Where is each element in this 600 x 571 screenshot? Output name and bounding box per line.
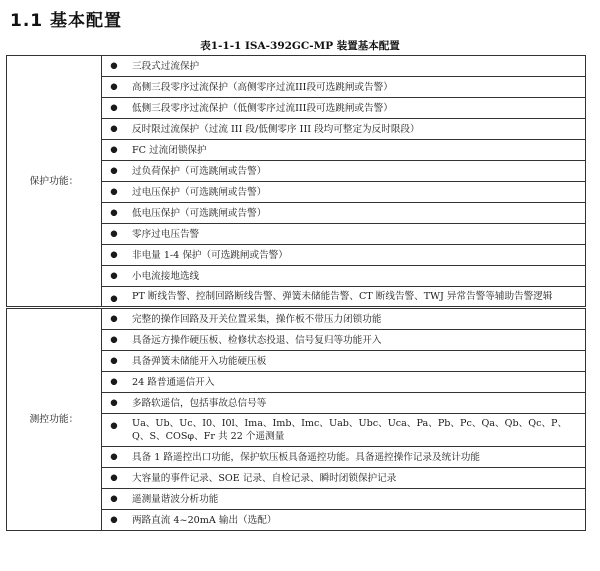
feature-item: 三段式过流保护: [126, 56, 586, 77]
feature-item: 低侧三段零序过流保护（低侧零序过流III段可选跳闸或告警）: [126, 98, 586, 119]
feature-item: 反时限过流保护（过流 III 段/低侧零序 III 段均可整定为反时限段）: [126, 119, 586, 140]
config-table: [6, 55, 586, 531]
feature-item: 零序过电压告警: [126, 224, 586, 245]
table-row: [7, 308, 586, 330]
feature-item: PT 断线告警、控制回路断线告警、弹簧未储能告警、CT 断线告警、TWJ 异常告警等辅助告警逻辑: [126, 287, 586, 308]
bullet-icon: ●: [102, 330, 127, 351]
bullet-icon: ●: [102, 393, 127, 414]
feature-item: 大容量的事件记录、SOE 记录、自检记录、瞬时闭锁保护记录: [126, 468, 586, 489]
bullet-icon: ●: [102, 372, 127, 393]
bullet-icon: ●: [102, 224, 127, 245]
bullet-icon: ●: [102, 77, 127, 98]
table-row: [7, 56, 586, 77]
section-heading: 1.1 基本配置: [10, 11, 123, 31]
feature-item: 具备远方操作硬压板、检修状态投退、信号复归等功能开入: [126, 330, 586, 351]
bullet-icon: ●: [102, 140, 127, 161]
feature-item: 完整的操作回路及开关位置采集，操作板不带压力闭锁功能: [126, 308, 586, 330]
bullet-icon: ●: [102, 414, 127, 447]
bullet-icon: ●: [102, 119, 127, 140]
bullet-icon: ●: [102, 489, 127, 510]
feature-item: 24 路普通遥信开入: [126, 372, 586, 393]
bullet-icon: ●: [102, 203, 127, 224]
feature-item: 多路软遥信，包括事故总信号等: [126, 393, 586, 414]
feature-item: 小电流接地选线: [126, 266, 586, 287]
bullet-icon: ●: [102, 266, 127, 287]
feature-item: 具备弹簧未储能开入功能硬压板: [126, 351, 586, 372]
feature-item: 低电压保护（可选跳闸或告警）: [126, 203, 586, 224]
bullet-icon: ●: [102, 468, 127, 489]
feature-item: FC 过流闭锁保护: [126, 140, 586, 161]
bullet-icon: ●: [102, 182, 127, 203]
bullet-icon: ●: [102, 98, 127, 119]
bullet-icon: ●: [102, 245, 127, 266]
feature-item: Ua、Ub、Uc、I0、I0l、Ima、Imb、Imc、Uab、Ubc、Uca、Pa、Pb、Pc、Qa、Qb、Qc、P、Q、S、COSφ、Fr 共 22 个遥测量: [126, 414, 586, 447]
table-caption: 表1-1-1 ISA-392GC-MP 装置基本配置: [200, 40, 400, 52]
bullet-icon: ●: [102, 161, 127, 182]
category-label: 保护功能：: [7, 56, 102, 308]
feature-item: 两路直流 4~20mA 输出（选配）: [126, 510, 586, 531]
feature-item: 非电量 1-4 保护（可选跳闸或告警）: [126, 245, 586, 266]
feature-item: 高侧三段零序过流保护（高侧零序过流III段可选跳闸或告警）: [126, 77, 586, 98]
feature-item: 遥测量谐波分析功能: [126, 489, 586, 510]
category-label: 测控功能：: [7, 308, 102, 531]
bullet-icon: ●: [102, 308, 127, 330]
feature-item: 具备 1 路遥控出口功能，保护软压板具备遥控功能。具备遥控操作记录及统计功能: [126, 447, 586, 468]
bullet-icon: ●: [102, 287, 127, 308]
bullet-icon: ●: [102, 351, 127, 372]
bullet-icon: ●: [102, 447, 127, 468]
bullet-icon: ●: [102, 510, 127, 531]
feature-item: 过电压保护（可选跳闸或告警）: [126, 182, 586, 203]
bullet-icon: ●: [102, 56, 127, 77]
feature-item: 过负荷保护（可选跳闸或告警）: [126, 161, 586, 182]
